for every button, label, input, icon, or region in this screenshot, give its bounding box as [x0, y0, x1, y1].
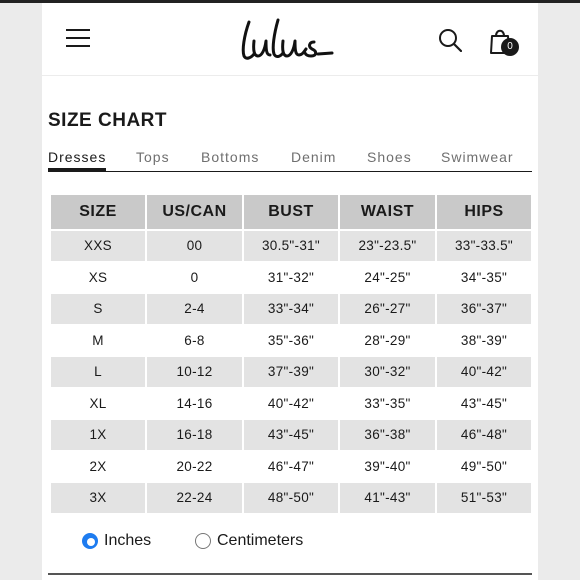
waist-cell: 24"-25" — [340, 263, 435, 293]
size-cell: 2X — [51, 452, 145, 482]
hips-cell: 34"-35" — [437, 263, 531, 293]
radio-unselected-icon[interactable] — [195, 533, 211, 549]
waist-cell: 23"-23.5" — [340, 231, 435, 261]
tab-dresses[interactable]: Dresses — [48, 149, 107, 165]
us-can-cell: 16-18 — [147, 420, 242, 450]
hips-cell: 49"-50" — [437, 452, 531, 482]
us-can-cell: 6-8 — [147, 326, 242, 356]
size-cell: XXS — [51, 231, 145, 261]
radio-selected-icon[interactable] — [82, 533, 98, 549]
bust-cell: 31"-32" — [244, 263, 338, 293]
tab-swimwear[interactable]: Swimwear — [441, 149, 514, 165]
table-row — [51, 231, 531, 261]
table-row — [51, 452, 531, 482]
us-can-cell: 10-12 — [147, 357, 242, 387]
waist-cell: 30"-32" — [340, 357, 435, 387]
waist-cell: 26"-27" — [340, 294, 435, 324]
menu-icon[interactable] — [66, 29, 90, 49]
bust-cell: 43"-45" — [244, 420, 338, 450]
centimeters-label: Centimeters — [217, 532, 304, 549]
table-row — [51, 389, 531, 419]
bust-cell: 46"-47" — [244, 452, 338, 482]
column-header-hips: HIPS — [437, 195, 531, 229]
us-can-cell: 22-24 — [147, 483, 242, 513]
size-chart-page — [42, 3, 538, 580]
hips-cell: 38"-39" — [437, 326, 531, 356]
bust-cell: 37"-39" — [244, 357, 338, 387]
bust-cell: 48"-50" — [244, 483, 338, 513]
cart-count-badge: 0 — [501, 38, 519, 56]
hips-cell: 33"-33.5" — [437, 231, 531, 261]
waist-cell: 39"-40" — [340, 452, 435, 482]
hips-cell: 40"-42" — [437, 357, 531, 387]
bust-cell: 33"-34" — [244, 294, 338, 324]
tab-shoes[interactable]: Shoes — [367, 149, 412, 165]
site-header — [42, 3, 538, 76]
table-row — [51, 294, 531, 324]
search-icon[interactable] — [438, 28, 462, 52]
hips-cell: 51"-53" — [437, 483, 531, 513]
us-can-cell: 00 — [147, 231, 242, 261]
size-cell: XS — [51, 263, 145, 293]
column-header-us-can: US/CAN — [147, 195, 242, 229]
us-can-cell: 2-4 — [147, 294, 242, 324]
table-row — [51, 326, 531, 356]
table-row — [51, 483, 531, 513]
size-chart-table — [49, 193, 533, 515]
tab-bottoms[interactable]: Bottoms — [201, 149, 260, 165]
centimeters-radio[interactable] — [195, 530, 303, 552]
size-cell: L — [51, 357, 145, 387]
tab-denim[interactable]: Denim — [291, 149, 337, 165]
bust-cell: 40"-42" — [244, 389, 338, 419]
hips-cell: 43"-45" — [437, 389, 531, 419]
waist-cell: 36"-38" — [340, 420, 435, 450]
inches-label: Inches — [104, 532, 152, 549]
us-can-cell: 20-22 — [147, 452, 242, 482]
table-row — [51, 420, 531, 450]
size-cell: 3X — [51, 483, 145, 513]
hips-cell: 36"-37" — [437, 294, 531, 324]
page-title: SIZE CHART — [48, 110, 167, 131]
size-cell: 1X — [51, 420, 145, 450]
bust-cell: 35"-36" — [244, 326, 338, 356]
table-header-row — [51, 195, 531, 229]
inches-radio[interactable] — [82, 530, 151, 552]
waist-cell: 28"-29" — [340, 326, 435, 356]
column-header-size: SIZE — [51, 195, 145, 229]
column-header-bust: BUST — [244, 195, 338, 229]
bust-cell: 30.5"-31" — [244, 231, 338, 261]
size-cell: S — [51, 294, 145, 324]
divider — [48, 573, 532, 575]
waist-cell: 41"-43" — [340, 483, 435, 513]
tab-tops[interactable]: Tops — [136, 149, 170, 165]
column-header-waist: WAIST — [340, 195, 435, 229]
category-tabs — [48, 149, 532, 172]
table-row — [51, 263, 531, 293]
lulus-logo[interactable] — [240, 16, 340, 62]
us-can-cell: 0 — [147, 263, 242, 293]
size-cell: M — [51, 326, 145, 356]
table-row — [51, 357, 531, 387]
hips-cell: 46"-48" — [437, 420, 531, 450]
us-can-cell: 14-16 — [147, 389, 242, 419]
waist-cell: 33"-35" — [340, 389, 435, 419]
size-cell: XL — [51, 389, 145, 419]
